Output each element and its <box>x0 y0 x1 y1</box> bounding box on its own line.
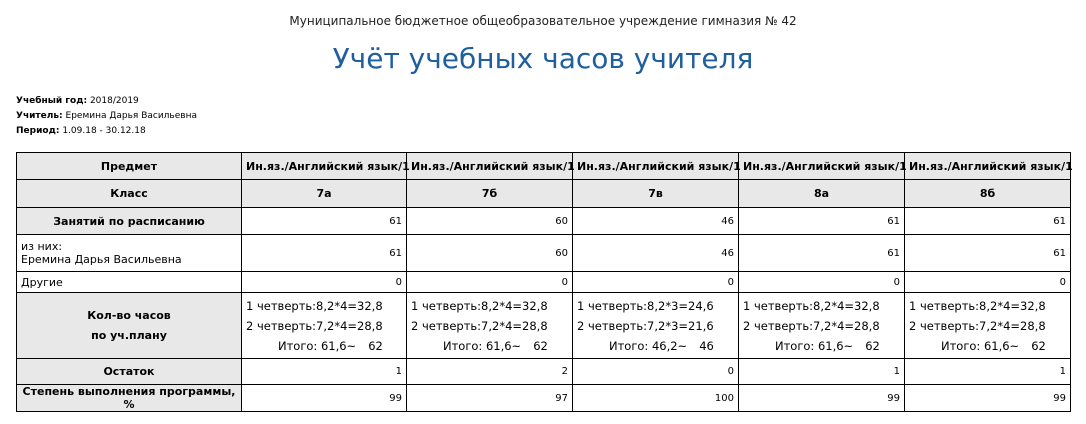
plan-total <box>246 336 402 356</box>
remainder-cell: 2 <box>407 359 573 385</box>
completion-cell: 100 <box>573 385 739 412</box>
teacher-hours-cell: 61 <box>905 235 1071 272</box>
row-subject <box>17 153 1071 180</box>
plan-hours-cell <box>242 293 407 359</box>
scheduled-cell: 61 <box>905 208 1071 235</box>
class-cell: 7в <box>573 180 739 208</box>
total-value: 62 <box>368 338 383 353</box>
class-cell: 8б <box>905 180 1071 208</box>
total-label: Итого: 61,6~ <box>775 338 854 353</box>
others-cell: 0 <box>407 272 573 293</box>
meta-year-label: Учебный год: <box>16 96 88 106</box>
quarter-1: 1 четверть:8,2*4=32,8 <box>246 298 383 313</box>
completion-cell: 99 <box>242 385 407 412</box>
subject-cell: Ин.яз./Английский язык/1 <box>739 153 905 180</box>
quarter-2: 2 четверть:7,2*3=21,6 <box>577 318 714 333</box>
row-plan-hours <box>17 293 1071 359</box>
row-scheduled <box>17 208 1071 235</box>
quarter-2: 2 четверть:7,2*4=28,8 <box>909 318 1046 333</box>
teacher-hours-cell: 60 <box>407 235 573 272</box>
row-label-of-them <box>17 235 242 272</box>
meta-period-label: Период: <box>16 126 60 136</box>
row-label-completion: Степень выполнения программы, % <box>17 385 242 412</box>
of-them-label: из них: <box>21 240 63 253</box>
meta-period-value: 1.09.18 - 30.12.18 <box>62 126 146 136</box>
quarter-1: 1 четверть:8,2*3=24,6 <box>577 298 714 313</box>
total-label: Итого: 61,6~ <box>941 338 1020 353</box>
quarter-1: 1 четверть:8,2*4=32,8 <box>743 298 880 313</box>
remainder-cell: 1 <box>242 359 407 385</box>
subject-cell: Ин.яз./Английский язык/1 <box>905 153 1071 180</box>
total-value: 46 <box>699 338 714 353</box>
meta-teacher-label: Учитель: <box>16 111 63 121</box>
scheduled-cell: 61 <box>242 208 407 235</box>
teacher-hours-cell: 61 <box>739 235 905 272</box>
class-cell: 7а <box>242 180 407 208</box>
subject-cell: Ин.яз./Английский язык/1 <box>407 153 573 180</box>
subject-cell: Ин.яз./Английский язык/1 <box>242 153 407 180</box>
plan-label-line1: Кол-во часов <box>87 308 171 322</box>
class-cell: 7б <box>407 180 573 208</box>
row-label-remainder: Остаток <box>17 359 242 385</box>
total-label: Итого: 61,6~ <box>278 338 357 353</box>
row-label-class: Класс <box>17 180 242 208</box>
scheduled-cell: 61 <box>739 208 905 235</box>
organization-name: Муниципальное бюджетное общеобразовательное учреждение гимназия № 42 <box>289 14 797 28</box>
row-label-plan <box>17 293 242 359</box>
teacher-hours-cell: 46 <box>573 235 739 272</box>
row-others <box>17 272 1071 293</box>
row-class <box>17 180 1071 208</box>
remainder-cell: 0 <box>573 359 739 385</box>
plan-hours-cell <box>407 293 573 359</box>
quarter-2: 2 четверть:7,2*4=28,8 <box>411 318 548 333</box>
quarter-1: 1 четверть:8,2*4=32,8 <box>909 298 1046 313</box>
plan-label-line2: по уч.плану <box>91 328 167 342</box>
quarter-2: 2 четверть:7,2*4=28,8 <box>246 318 383 333</box>
plan-total <box>743 336 900 356</box>
scheduled-cell: 60 <box>407 208 573 235</box>
total-label: Итого: 61,6~ <box>443 338 522 353</box>
meta-year-value: 2018/2019 <box>89 96 139 106</box>
remainder-cell: 1 <box>905 359 1071 385</box>
completion-cell: 99 <box>905 385 1071 412</box>
meta-period <box>16 124 197 139</box>
total-value: 62 <box>865 338 880 353</box>
of-them-teacher: Еремина Дарья Васильевна <box>21 253 182 266</box>
row-completion <box>17 385 1071 412</box>
class-cell: 8а <box>739 180 905 208</box>
plan-total <box>411 336 568 356</box>
others-cell: 0 <box>573 272 739 293</box>
total-label: Итого: 46,2~ <box>609 338 688 353</box>
plan-hours-cell <box>905 293 1071 359</box>
plan-hours-cell <box>573 293 739 359</box>
teacher-hours-cell: 61 <box>242 235 407 272</box>
quarter-2: 2 четверть:7,2*4=28,8 <box>743 318 880 333</box>
others-cell: 0 <box>739 272 905 293</box>
plan-total <box>909 336 1066 356</box>
row-remainder <box>17 359 1071 385</box>
plan-hours-cell <box>739 293 905 359</box>
scheduled-cell: 46 <box>573 208 739 235</box>
meta-teacher <box>16 109 197 124</box>
plan-total <box>577 336 734 356</box>
remainder-cell: 1 <box>739 359 905 385</box>
row-teacher-hours <box>17 235 1071 272</box>
row-label-scheduled: Занятий по расписанию <box>17 208 242 235</box>
quarter-1: 1 четверть:8,2*4=32,8 <box>411 298 548 313</box>
subject-cell: Ин.яз./Английский язык/1 <box>573 153 739 180</box>
others-cell: 0 <box>242 272 407 293</box>
completion-cell: 97 <box>407 385 573 412</box>
report-meta <box>16 94 197 139</box>
meta-year <box>16 94 197 109</box>
others-cell: 0 <box>905 272 1071 293</box>
row-label-others: Другие <box>17 272 242 293</box>
completion-cell: 99 <box>739 385 905 412</box>
total-value: 62 <box>1031 338 1046 353</box>
hours-table <box>16 152 1071 412</box>
row-label-subject: Предмет <box>17 153 242 180</box>
page-title: Учёт учебных часов учителя <box>332 42 754 75</box>
meta-teacher-value: Еремина Дарья Васильевна <box>65 111 197 121</box>
total-value: 62 <box>533 338 548 353</box>
